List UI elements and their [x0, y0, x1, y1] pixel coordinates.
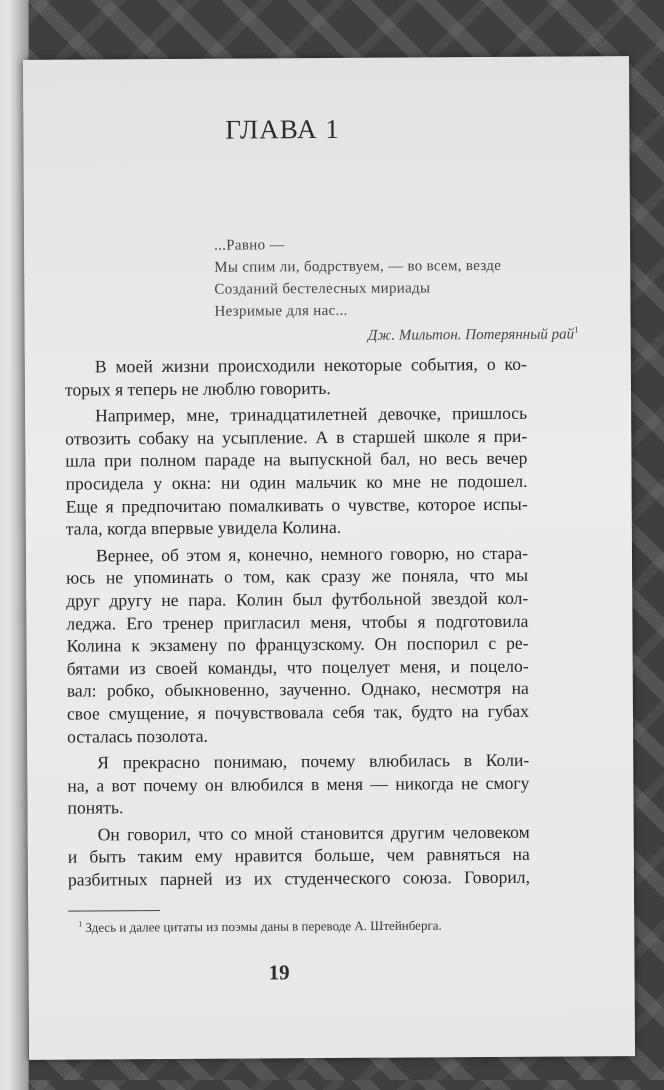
- epigraph: [214, 232, 575, 322]
- footnote-divider: [68, 910, 160, 912]
- epigraph-line: Незримые для нас...: [214, 302, 348, 320]
- footnote-mark: 1: [574, 324, 579, 335]
- epigraph-line: Созданий бестелесных мириады: [214, 280, 431, 298]
- text-line: осталась позолота.: [67, 725, 208, 747]
- footnote: [78, 917, 442, 936]
- paragraph: [67, 749, 529, 820]
- text-line: друг другу не пара. Колин был футбольной звездой кол-: [66, 587, 529, 611]
- page-number: 19: [268, 960, 290, 985]
- paragraph: [66, 542, 529, 748]
- text-line: просидела у окна: ни один мальчик ко мне не подошел.: [65, 470, 528, 494]
- text-line: свое смущение, я почувствовала себя так, будто на губах: [66, 700, 529, 724]
- body-text: [65, 353, 530, 891]
- chapter-title: ГЛАВА 1: [225, 113, 340, 145]
- text-line: Я прекрасно понимаю, почему влюбилась в Коли-: [97, 749, 530, 773]
- paragraph: [65, 353, 527, 401]
- text-line: Он говорил, что со мной становится другим человеком: [97, 821, 530, 845]
- footnote-mark: 1: [78, 919, 83, 929]
- text-line: Колина к экзамену по французскому. Он поспорил с ре-: [66, 632, 529, 656]
- text-line: отвозить собаку на усыпление. А в старшей школе я при-: [65, 425, 528, 449]
- footnote-text: Здесь и далее цитаты из поэмы даны в переводе А. Штейнберга.: [85, 917, 442, 935]
- text-line: юсь не упоминать о том, как сразу же поняла, что мы: [66, 565, 529, 588]
- text-line: разбитных парней из их студенческого союза. Говорил,: [67, 866, 531, 890]
- book-page: [23, 56, 635, 1060]
- text-line: шла при полном параде на выпускной бал, но весь вечер: [65, 448, 528, 471]
- text-line: Еще я предпочитаю помалкивать о чувстве, которое испы-: [65, 493, 528, 517]
- paragraph: [68, 821, 530, 892]
- epigraph-line: Мы спим ли, бодрствуем, — во всем, везде: [214, 257, 502, 276]
- text-line: тала, когда впервые увидела Колина.: [65, 517, 342, 539]
- text-line: понять.: [67, 797, 124, 818]
- text-line: В моей жизни происходили некоторые события, о ко-: [94, 353, 527, 377]
- text-line: Например, мне, тринадцатилетней девочке, пришлось: [95, 402, 528, 426]
- text-line: бятами из своей команды, что поцелует меня, и поцело-: [66, 655, 529, 679]
- epigraph-attribution: [368, 324, 579, 344]
- paragraph: [65, 402, 528, 540]
- text-line: леджа. Его тренер пригласил меня, чтобы я подготовила: [66, 610, 529, 634]
- text-line: вал: робко, обыкновенно, заученно. Однако, несмотря на: [66, 678, 529, 701]
- text-line: Вернее, об этом я, конечно, немного говорю, но стара-: [95, 542, 529, 566]
- text-line: на, а вот почему он влюбился в меня — никогда не смогу: [67, 772, 530, 796]
- attribution-text: Дж. Мильтон. Потерянный рай: [367, 326, 575, 344]
- text-line: и быть таким ему нравится больше, чем равняться на: [67, 844, 530, 868]
- text-line: торых я теперь не люблю говорить.: [64, 377, 331, 400]
- epigraph-line: ...Равно —: [214, 237, 285, 254]
